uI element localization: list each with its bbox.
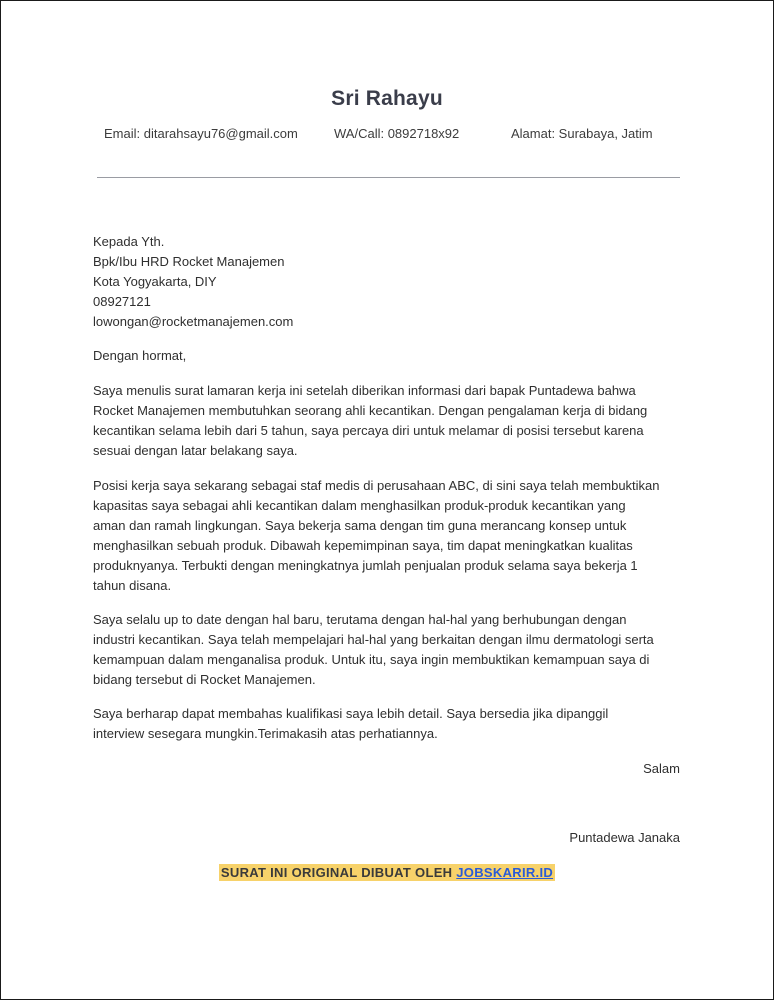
paragraph-line: Rocket Manajemen membutuhkan seorang ahli kecantikan. Dengan pengalaman kerja di bidang <box>93 403 648 418</box>
paragraph-line: kecantikan selama lebih dari 5 tahun, saya percaya diri untuk melamar di posisi tersebut karena <box>93 423 644 438</box>
paragraph-line: Posisi kerja saya sekarang sebagai staf medis di perusahaan ABC, di sini saya telah membuktikan <box>93 478 660 493</box>
paragraph-line: bidang tersebut di Rocket Manajemen. <box>93 672 316 687</box>
header-divider <box>97 177 680 178</box>
paragraph-line: produknyanya. Terbukti dengan meningkatnya jumlah penjualan produk selama saya bekerja 1 <box>93 558 638 573</box>
applicant-name: Sri Rahayu <box>331 87 443 110</box>
recipient-line: Bpk/Ibu HRD Rocket Manajemen <box>93 254 285 269</box>
paragraph-line: aman dan ramah lingkungan. Saya bekerja sama dengan tim guna merancang konsep untuk <box>93 518 627 533</box>
paragraph-line: menghasilkan sebuah produk. Dibawah kepemimpinan saya, tim dapat meningkatkan kualitas <box>93 538 633 553</box>
contact-phone: WA/Call: 0892718x92 <box>334 126 460 141</box>
paragraph-line: kapasitas saya sebagai ahli kecantikan dalam menghasilkan produk-produk kecantikan yang <box>93 498 626 513</box>
footer-highlight <box>219 864 555 881</box>
contact-email: Email: ditarahsayu76@gmail.com <box>104 126 298 141</box>
paragraph-line: industri kecantikan. Saya telah mempelajari hal-hal yang berkaitan dengan ilmu dermatologi serta <box>93 632 654 647</box>
recipient-line: 08927121 <box>93 294 151 309</box>
paragraph-line: Saya selalu up to date dengan hal baru, terutama dengan hal-hal yang berhubungan dengan <box>93 612 627 627</box>
paragraph-line: Saya berharap dapat membahas kualifikasi saya lebih detail. Saya bersedia jika dipanggil <box>93 706 609 721</box>
paragraph-line: tahun disana. <box>93 578 172 593</box>
greeting: Dengan hormat, <box>93 348 187 363</box>
footer-banner <box>1 864 773 882</box>
contact-address: Alamat: Surabaya, Jatim <box>511 126 653 141</box>
recipient-line: Kota Yogyakarta, DIY <box>93 274 217 289</box>
recipient-email: lowongan@rocketmanajemen.com <box>93 314 294 329</box>
paragraph-line: interview sesegara mungkin.Terimakasih atas perhatiannya. <box>93 726 438 741</box>
paragraph-line: kemampuan dalam menganalisa produk. Untuk itu, saya ingin membuktikan kemampuan saya di <box>93 652 650 667</box>
closing: Salam <box>643 761 680 776</box>
signature-name: Puntadewa Janaka <box>569 830 680 845</box>
footer-link[interactable]: JOBSKARIR.ID <box>456 865 554 880</box>
footer-text: SURAT INI ORIGINAL DIBUAT OLEH <box>220 865 457 880</box>
recipient-line: Kepada Yth. <box>93 234 165 249</box>
paragraph-line: Saya menulis surat lamaran kerja ini setelah diberikan informasi dari bapak Puntadewa bahwa <box>93 383 636 398</box>
paragraph-line: sesuai dengan latar belakang saya. <box>93 443 298 458</box>
